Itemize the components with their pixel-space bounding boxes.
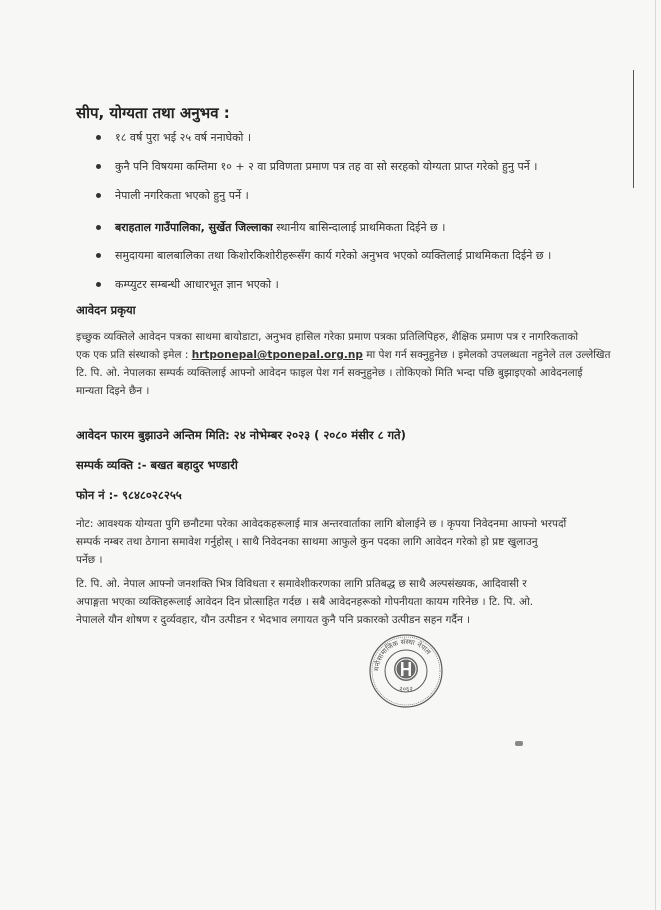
note-paragraph <box>76 515 567 569</box>
skill-text-mixed <box>115 221 445 235</box>
skill-text: कुनै पनि विषयमा कम्तिमा १० + २ वा प्रविणता प्रमाण पत्र तह वा सो सरहको योग्यता प्राप्त गरेको हुनु पर्ने । <box>115 160 538 173</box>
scan-edge-line <box>633 70 634 188</box>
policy-paragraph <box>76 575 564 629</box>
application-process-heading: आवेदन प्रकृया <box>76 303 136 317</box>
paragraph-text: एक एक प्रति संस्थाको इमेल : <box>76 349 192 361</box>
bullet-icon <box>96 282 101 287</box>
phone-text: फोन नं :- ९८४८०२८२५५ <box>76 488 182 502</box>
skill-text-bold: बराहताल गाउँपालिका, सुर्खेत जिल्लाका <box>115 221 273 234</box>
paragraph-line: नेपालले यौन शोषण र दुर्व्यवहार, यौन उत्पीडन र भेदभाव लगायत कुनै पनि प्रकारको उत्पीडन सहन गर्दैन । <box>76 614 471 626</box>
paragraph-line <box>76 346 611 364</box>
bullet-icon <box>96 164 101 169</box>
paragraph-line: नोट: आवश्यक योग्यता पुगि छनौटमा परेका आवेदकहरूलाई मात्र अन्तरवार्ताका लागि बोलाईने छ । कृपया निवेदनमा आफ्नो भरपर्दो <box>76 518 567 530</box>
paragraph-line: टि. पि. ओ. नेपालका सम्पर्क व्यक्तिलाई आफ्नो आवेदन फाइल पेश गर्न सक्नुहुनेछ । तोकिएको मिति भन्दा पछि बुझाइएको आवेदनलाई <box>76 367 583 379</box>
skill-text: नेपाली नगरिकता भएको हुनु पर्ने । <box>115 189 249 202</box>
paragraph-line: सम्पर्क नम्बर तथा ठेगाना समावेश गर्नुहोस् । साथै निवेदनका साथमा आफुले कुन पदका लागि आवेदन गरेको हो प्रष्ट खुलाउनु <box>76 536 538 548</box>
bullet-icon <box>96 135 101 140</box>
paragraph-line: पर्नेछ । <box>76 554 103 566</box>
bullet-icon <box>96 253 101 258</box>
organization-seal <box>368 633 444 709</box>
skill-text: समुदायमा बालबालिका तथा किशोरकिशोरीहरूसँग कार्य गरेको अनुभव भएको व्यक्तिलाई प्राथमिकता दिईने छ । <box>115 249 552 262</box>
skills-section-title: सीप, योग्यता तथा अनुभव : <box>76 104 230 122</box>
bullet-icon <box>96 193 101 198</box>
email-link[interactable]: hrtponepal@tponepal.org.np <box>191 349 363 361</box>
paragraph-line: अपाङ्गता भएका व्यक्तिहरूलाई आवेदन दिन प्रोत्साहित गर्दछ । सबै आवेदनहरूको गोपनीयता कायम गरिनेछ । टि. पि. ओ. <box>76 596 534 608</box>
contact-person-text: सम्पर्क व्यक्ति :- बखत बहादुर भण्डारी <box>76 458 238 472</box>
skill-text: १८ वर्ष पुरा भई २५ वर्ष ननाघेको । <box>115 131 252 144</box>
scan-edge-shadow <box>655 0 656 910</box>
scan-mark <box>515 741 523 746</box>
paragraph-line: इच्छुक व्यक्तिले आवेदन पत्रका साथमा बायोडाटा, अनुभव हासिल गरेका प्रमाण पत्रका प्रतिलिपिहरु, शैक्षिक प्रमाण पत्र र नागरिकताको <box>76 331 579 343</box>
bullet-icon <box>96 225 101 230</box>
paragraph-line: टि. पि. ओ. नेपाल आफ्नो जनशक्ति भित्र विविधता र समावेशीकरणका लागि प्रतिबद्ध छ साथै अल्पसंख्यक, आदिवासी र <box>76 578 527 590</box>
seal-ring-text: मनोसामाजिक संस्था नेपाल <box>372 637 433 672</box>
skill-text: कम्प्युटर सम्बन्धी आधारभूत ज्ञान भएको । <box>115 278 279 291</box>
seal-year: २०६२ <box>399 685 413 693</box>
application-process-paragraph <box>76 328 611 400</box>
paragraph-line: मान्यता दिइने छैन । <box>76 385 150 397</box>
paragraph-text: मा पेश गर्न सक्नुहुनेछ । इमेलको उपलब्धता नहुनेले तल उल्लेखित <box>362 349 611 361</box>
deadline-text: आवेदन फारम बुझाउने अन्तिम मिति: २४ नोभेम्बर २०२३ ( २०८० मंसीर ८ गते) <box>76 428 406 442</box>
skill-text-rest: स्थानीय बासिन्दालाई प्राथमिकता दिईने छ । <box>272 221 446 234</box>
